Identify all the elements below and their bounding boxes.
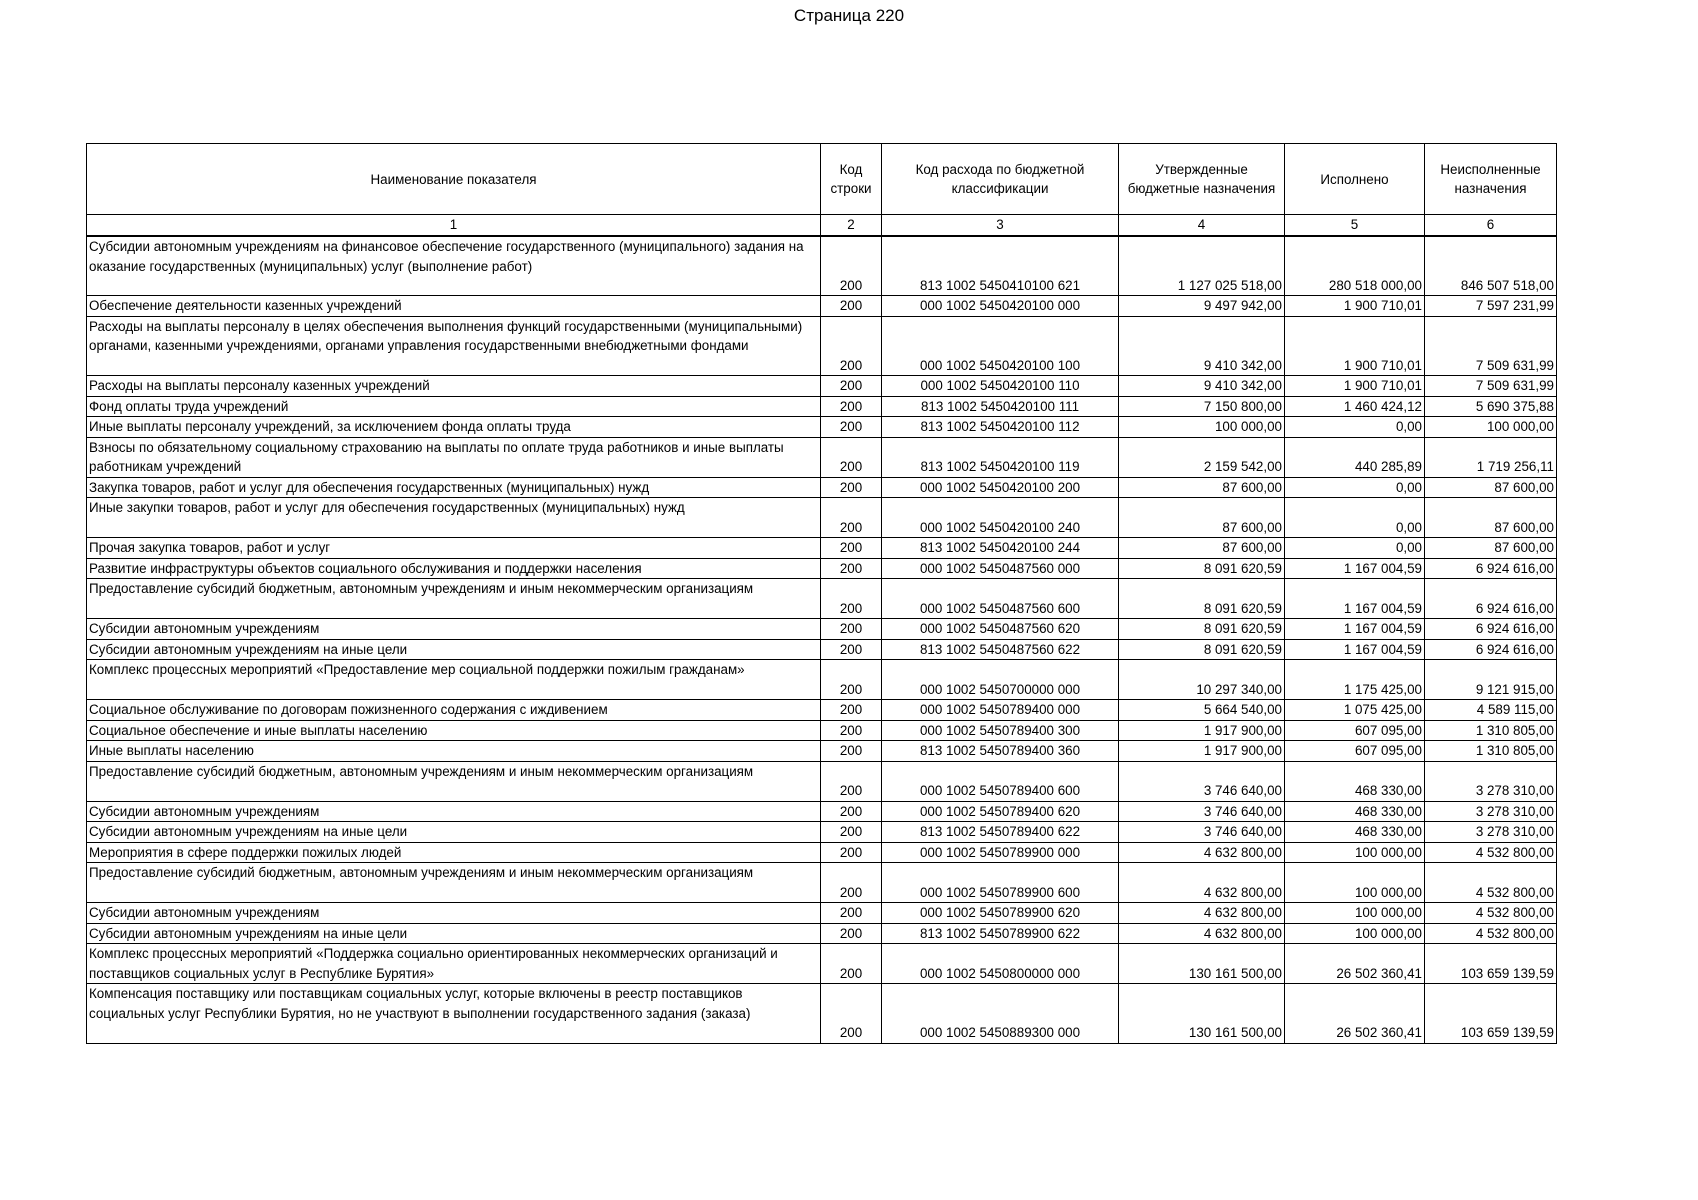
cell-indicator-name: Субсидии автономным учреждениям [87,801,821,822]
cell-budget-code: 813 1002 5450487560 622 [882,639,1119,660]
cell-executed: 26 502 360,41 [1285,984,1425,1044]
cell-unexecuted: 87 600,00 [1425,477,1557,498]
cell-approved: 8 091 620,59 [1119,619,1285,640]
cell-approved: 130 161 500,00 [1119,944,1285,984]
table-row [87,558,1557,579]
cell-budget-code: 000 1002 5450700000 000 [882,660,1119,700]
cell-approved: 3 746 640,00 [1119,822,1285,843]
cell-approved: 1 127 025 518,00 [1119,236,1285,296]
cell-budget-code: 000 1002 5450487560 620 [882,619,1119,640]
column-number: 2 [821,215,882,237]
cell-line-code: 200 [821,944,882,984]
cell-budget-code: 000 1002 5450800000 000 [882,944,1119,984]
table-row [87,984,1557,1044]
cell-line-code: 200 [821,396,882,417]
cell-indicator-name: Иные выплаты персоналу учреждений, за исключением фонда оплаты труда [87,417,821,438]
header-line-code: Код строки [821,144,882,215]
cell-line-code: 200 [821,761,882,801]
cell-unexecuted: 6 924 616,00 [1425,619,1557,640]
cell-indicator-name: Субсидии автономным учреждениям [87,619,821,640]
table-row [87,477,1557,498]
cell-line-code: 200 [821,236,882,296]
cell-indicator-name: Субсидии автономным учреждениям на финансовое обеспечение государственного (муниципального) задания на оказание государственных (муниципальных) услуг (выполнение работ) [87,236,821,296]
cell-executed: 26 502 360,41 [1285,944,1425,984]
cell-approved: 87 600,00 [1119,538,1285,559]
table-row [87,437,1557,477]
table-row [87,801,1557,822]
table-row [87,944,1557,984]
cell-executed: 1 900 710,01 [1285,296,1425,317]
table-row [87,720,1557,741]
column-number: 6 [1425,215,1557,237]
budget-execution-table [86,143,1557,1044]
column-number: 1 [87,215,821,237]
cell-unexecuted: 103 659 139,59 [1425,944,1557,984]
column-number: 5 [1285,215,1425,237]
cell-indicator-name: Взносы по обязательному социальному страхованию на выплаты по оплате труда работников и иные выплаты работникам учреждений [87,437,821,477]
cell-indicator-name: Расходы на выплаты персоналу казенных учреждений [87,376,821,397]
cell-indicator-name: Иные закупки товаров, работ и услуг для обеспечения государственных (муниципальных) нужд [87,498,821,538]
cell-budget-code: 000 1002 5450420100 110 [882,376,1119,397]
cell-executed: 1 167 004,59 [1285,558,1425,579]
cell-budget-code: 000 1002 5450789900 600 [882,863,1119,903]
cell-approved: 9 410 342,00 [1119,316,1285,376]
cell-approved: 10 297 340,00 [1119,660,1285,700]
cell-unexecuted: 103 659 139,59 [1425,984,1557,1044]
cell-unexecuted: 6 924 616,00 [1425,579,1557,619]
cell-indicator-name: Прочая закупка товаров, работ и услуг [87,538,821,559]
table-row [87,376,1557,397]
cell-budget-code: 000 1002 5450789400 300 [882,720,1119,741]
cell-budget-code: 813 1002 5450789400 360 [882,741,1119,762]
cell-line-code: 200 [821,296,882,317]
cell-indicator-name: Расходы на выплаты персоналу в целях обеспечения выполнения функций государственными (муниципальными) органами, казенными учреждениями, органами управления государственными внебюджетными фондами [87,316,821,376]
cell-budget-code: 813 1002 5450420100 119 [882,437,1119,477]
cell-line-code: 200 [821,863,882,903]
cell-approved: 8 091 620,59 [1119,558,1285,579]
cell-executed: 280 518 000,00 [1285,236,1425,296]
cell-approved: 4 632 800,00 [1119,923,1285,944]
cell-line-code: 200 [821,923,882,944]
table-row [87,538,1557,559]
cell-executed: 100 000,00 [1285,923,1425,944]
table-row [87,316,1557,376]
cell-executed: 100 000,00 [1285,863,1425,903]
cell-budget-code: 000 1002 5450487560 000 [882,558,1119,579]
table-row [87,296,1557,317]
cell-executed: 0,00 [1285,538,1425,559]
cell-approved: 5 664 540,00 [1119,700,1285,721]
cell-approved: 87 600,00 [1119,477,1285,498]
cell-executed: 100 000,00 [1285,842,1425,863]
cell-line-code: 200 [821,417,882,438]
page-title: Страница 220 [793,6,905,25]
header-unexecuted: Неисполненные назначения [1425,144,1557,215]
cell-budget-code: 000 1002 5450789400 620 [882,801,1119,822]
table-row [87,660,1557,700]
cell-line-code: 200 [821,822,882,843]
cell-unexecuted: 4 589 115,00 [1425,700,1557,721]
cell-line-code: 200 [821,376,882,397]
table-row [87,700,1557,721]
cell-approved: 100 000,00 [1119,417,1285,438]
cell-indicator-name: Предоставление субсидий бюджетным, автономным учреждениям и иным некоммерческим организациям [87,863,821,903]
table-row [87,417,1557,438]
header-approved: Утвержденные бюджетные назначения [1119,144,1285,215]
cell-approved: 1 917 900,00 [1119,720,1285,741]
cell-indicator-name: Развитие инфраструктуры объектов социального обслуживания и поддержки населения [87,558,821,579]
cell-approved: 4 632 800,00 [1119,842,1285,863]
cell-budget-code: 813 1002 5450410100 621 [882,236,1119,296]
cell-budget-code: 000 1002 5450420100 200 [882,477,1119,498]
cell-executed: 440 285,89 [1285,437,1425,477]
cell-executed: 100 000,00 [1285,903,1425,924]
cell-line-code: 200 [821,639,882,660]
cell-unexecuted: 3 278 310,00 [1425,761,1557,801]
cell-executed: 1 175 425,00 [1285,660,1425,700]
cell-approved: 87 600,00 [1119,498,1285,538]
cell-budget-code: 813 1002 5450789400 622 [882,822,1119,843]
cell-budget-code: 000 1002 5450789900 000 [882,842,1119,863]
cell-budget-code: 000 1002 5450420100 100 [882,316,1119,376]
cell-unexecuted: 4 532 800,00 [1425,842,1557,863]
cell-budget-code: 813 1002 5450420100 244 [882,538,1119,559]
cell-line-code: 200 [821,903,882,924]
cell-indicator-name: Предоставление субсидий бюджетным, автономным учреждениям и иным некоммерческим организациям [87,579,821,619]
cell-executed: 468 330,00 [1285,822,1425,843]
column-number: 3 [882,215,1119,237]
cell-line-code: 200 [821,579,882,619]
table-row [87,619,1557,640]
cell-line-code: 200 [821,660,882,700]
cell-unexecuted: 87 600,00 [1425,498,1557,538]
header-budget-code: Код расхода по бюджетной классификации [882,144,1119,215]
table-row [87,842,1557,863]
cell-indicator-name: Комплекс процессных мероприятий «Предоставление мер социальной поддержки пожилым гражданам» [87,660,821,700]
cell-executed: 607 095,00 [1285,720,1425,741]
cell-budget-code: 813 1002 5450420100 112 [882,417,1119,438]
cell-approved: 8 091 620,59 [1119,579,1285,619]
cell-executed: 1 075 425,00 [1285,700,1425,721]
cell-unexecuted: 6 924 616,00 [1425,558,1557,579]
table-row [87,396,1557,417]
cell-indicator-name: Обеспечение деятельности казенных учреждений [87,296,821,317]
cell-executed: 0,00 [1285,498,1425,538]
table-row [87,863,1557,903]
cell-indicator-name: Субсидии автономным учреждениям на иные цели [87,822,821,843]
column-number-row [87,215,1557,237]
cell-budget-code: 813 1002 5450789900 622 [882,923,1119,944]
cell-approved: 4 632 800,00 [1119,863,1285,903]
cell-indicator-name: Компенсация поставщику или поставщикам социальных услуг, которые включены в реестр поставщиков социальных услуг Республики Бурятия, но не участвуют в выполнении государственного задания (заказа) [87,984,821,1044]
cell-executed: 0,00 [1285,417,1425,438]
table-row [87,639,1557,660]
cell-line-code: 200 [821,437,882,477]
cell-executed: 1 167 004,59 [1285,639,1425,660]
cell-indicator-name: Иные выплаты населению [87,741,821,762]
table-header-row [87,144,1557,215]
cell-executed: 1 900 710,01 [1285,376,1425,397]
cell-unexecuted: 846 507 518,00 [1425,236,1557,296]
cell-approved: 1 917 900,00 [1119,741,1285,762]
cell-line-code: 200 [821,801,882,822]
cell-unexecuted: 4 532 800,00 [1425,863,1557,903]
cell-unexecuted: 5 690 375,88 [1425,396,1557,417]
cell-executed: 1 167 004,59 [1285,619,1425,640]
cell-indicator-name: Социальное обслуживание по договорам пожизненного содержания с иждивением [87,700,821,721]
cell-line-code: 200 [821,700,882,721]
cell-executed: 1 167 004,59 [1285,579,1425,619]
cell-approved: 9 497 942,00 [1119,296,1285,317]
cell-unexecuted: 7 597 231,99 [1425,296,1557,317]
cell-unexecuted: 100 000,00 [1425,417,1557,438]
table-row [87,741,1557,762]
cell-approved: 9 410 342,00 [1119,376,1285,397]
cell-approved: 2 159 542,00 [1119,437,1285,477]
cell-line-code: 200 [821,498,882,538]
cell-unexecuted: 7 509 631,99 [1425,376,1557,397]
cell-line-code: 200 [821,720,882,741]
cell-approved: 3 746 640,00 [1119,801,1285,822]
header-indicator-name: Наименование показателя [87,144,821,215]
cell-executed: 468 330,00 [1285,801,1425,822]
cell-indicator-name: Фонд оплаты труда учреждений [87,396,821,417]
cell-unexecuted: 4 532 800,00 [1425,903,1557,924]
cell-unexecuted: 7 509 631,99 [1425,316,1557,376]
cell-budget-code: 000 1002 5450889300 000 [882,984,1119,1044]
cell-line-code: 200 [821,316,882,376]
cell-budget-code: 000 1002 5450420100 000 [882,296,1119,317]
cell-unexecuted: 3 278 310,00 [1425,822,1557,843]
cell-line-code: 200 [821,619,882,640]
cell-approved: 3 746 640,00 [1119,761,1285,801]
table-row [87,236,1557,296]
cell-indicator-name: Субсидии автономным учреждениям на иные цели [87,639,821,660]
cell-line-code: 200 [821,558,882,579]
cell-budget-code: 000 1002 5450487560 600 [882,579,1119,619]
table-row [87,822,1557,843]
cell-unexecuted: 87 600,00 [1425,538,1557,559]
cell-indicator-name: Субсидии автономным учреждениям [87,903,821,924]
cell-executed: 468 330,00 [1285,761,1425,801]
cell-approved: 7 150 800,00 [1119,396,1285,417]
cell-budget-code: 000 1002 5450420100 240 [882,498,1119,538]
cell-indicator-name: Мероприятия в сфере поддержки пожилых людей [87,842,821,863]
cell-indicator-name: Субсидии автономным учреждениям на иные цели [87,923,821,944]
cell-executed: 0,00 [1285,477,1425,498]
cell-executed: 1 900 710,01 [1285,316,1425,376]
cell-line-code: 200 [821,538,882,559]
cell-indicator-name: Предоставление субсидий бюджетным, автономным учреждениям и иным некоммерческим организациям [87,761,821,801]
table-row [87,903,1557,924]
table-body [87,236,1557,1043]
column-number: 4 [1119,215,1285,237]
cell-unexecuted: 6 924 616,00 [1425,639,1557,660]
cell-indicator-name: Социальное обеспечение и иные выплаты населению [87,720,821,741]
cell-line-code: 200 [821,842,882,863]
cell-line-code: 200 [821,477,882,498]
cell-unexecuted: 4 532 800,00 [1425,923,1557,944]
cell-budget-code: 000 1002 5450789900 620 [882,903,1119,924]
table-row [87,579,1557,619]
cell-indicator-name: Комплекс процессных мероприятий «Поддержка социально ориентированных некоммерческих организаций и поставщиков социальных услуг в Республике Бурятия» [87,944,821,984]
cell-unexecuted: 3 278 310,00 [1425,801,1557,822]
cell-line-code: 200 [821,741,882,762]
cell-approved: 8 091 620,59 [1119,639,1285,660]
cell-unexecuted: 9 121 915,00 [1425,660,1557,700]
table-row [87,923,1557,944]
table-row [87,761,1557,801]
cell-approved: 130 161 500,00 [1119,984,1285,1044]
cell-unexecuted: 1 310 805,00 [1425,741,1557,762]
cell-unexecuted: 1 310 805,00 [1425,720,1557,741]
cell-approved: 4 632 800,00 [1119,903,1285,924]
cell-line-code: 200 [821,984,882,1044]
cell-unexecuted: 1 719 256,11 [1425,437,1557,477]
cell-executed: 607 095,00 [1285,741,1425,762]
table-row [87,498,1557,538]
cell-executed: 1 460 424,12 [1285,396,1425,417]
cell-budget-code: 000 1002 5450789400 000 [882,700,1119,721]
header-executed: Исполнено [1285,144,1425,215]
cell-budget-code: 000 1002 5450789400 600 [882,761,1119,801]
cell-budget-code: 813 1002 5450420100 111 [882,396,1119,417]
cell-indicator-name: Закупка товаров, работ и услуг для обеспечения государственных (муниципальных) нужд [87,477,821,498]
